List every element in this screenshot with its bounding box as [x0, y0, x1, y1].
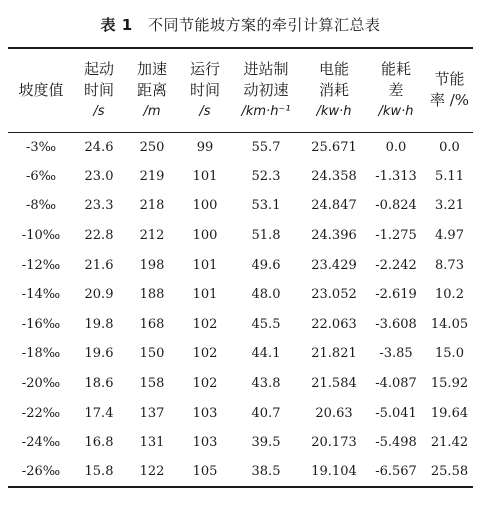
table-cell: -3.608	[375, 316, 417, 332]
table-number: 表 1	[100, 16, 133, 34]
column-unit: /kw·h	[316, 103, 352, 119]
table-title: 不同节能坡方案的牵引计算汇总表	[147, 16, 381, 34]
table-cell: 102	[192, 346, 218, 362]
table-cell: 24.358	[311, 168, 357, 184]
table-cell: 218	[139, 198, 165, 214]
table-cell: 24.396	[311, 228, 357, 244]
column-unit: /km·h⁻¹	[241, 103, 291, 119]
column-header	[230, 48, 302, 132]
table-cell: 40.7	[251, 405, 281, 421]
gradient-cell: -26‰	[21, 464, 61, 480]
table-cell: 21.584	[311, 376, 357, 392]
table-cell: 105	[192, 464, 218, 480]
column-header-line: 动初速	[243, 80, 289, 99]
table-cell: 16.8	[84, 435, 114, 451]
table-cell: 19.64	[430, 405, 469, 421]
column-header	[302, 48, 366, 132]
table-cell: 23.0	[84, 168, 114, 184]
table-cell: 45.5	[251, 316, 281, 332]
table-cell: 3.21	[435, 198, 464, 214]
table-cell: 23.3	[84, 198, 114, 214]
table-cell: 4.97	[435, 228, 464, 244]
table-cell: 55.7	[251, 139, 281, 155]
column-header-line: 距离	[136, 80, 167, 99]
gradient-cell: -6‰	[25, 168, 57, 184]
table-cell: 43.8	[251, 376, 281, 392]
table-cell: 24.847	[311, 198, 357, 214]
table-cell: 103	[192, 405, 218, 421]
table-cell: 21.6	[84, 257, 114, 273]
gradient-cell: -12‰	[21, 257, 61, 273]
table-row	[8, 310, 473, 340]
table-cell: 15.0	[435, 346, 464, 362]
column-header-line: 能耗	[380, 59, 411, 78]
table-cell: 23.429	[311, 257, 357, 273]
column-header	[426, 48, 473, 132]
table-cell: 101	[192, 168, 218, 184]
table-cell: -0.824	[375, 198, 417, 214]
table-cell: 15.8	[84, 464, 114, 480]
column-unit: /kw·h	[378, 103, 414, 119]
table-cell: 38.5	[251, 464, 281, 480]
table-cell: 99	[196, 139, 214, 155]
table-row	[8, 339, 473, 369]
column-header	[8, 48, 74, 132]
gradient-cell: -3‰	[25, 139, 57, 155]
table-cell: -1.313	[375, 168, 417, 184]
table-row	[8, 369, 473, 399]
table-row	[8, 428, 473, 458]
table-row	[8, 132, 473, 162]
table-cell: 102	[192, 316, 218, 332]
table-cell: 8.73	[435, 257, 464, 273]
table-cell: 250	[139, 139, 165, 155]
table-cell: 39.5	[251, 435, 281, 451]
table-cell: 100	[192, 228, 218, 244]
gradient-cell: -24‰	[21, 435, 61, 451]
table-cell: 20.173	[311, 435, 357, 451]
column-header-line: 坡度值	[18, 80, 64, 99]
column-header-line: 时间	[83, 80, 114, 99]
table-cell: -2.242	[375, 257, 417, 273]
table-cell: -1.275	[375, 228, 417, 244]
table-cell: -4.087	[375, 376, 417, 392]
table-cell: 17.4	[84, 405, 114, 421]
gradient-cell: -8‰	[25, 198, 57, 214]
table-cell: 212	[139, 228, 165, 244]
table-row	[8, 398, 473, 428]
table-cell: 188	[139, 287, 165, 303]
column-header	[366, 48, 426, 132]
table-cell: -5.041	[375, 405, 417, 421]
table-cell: 20.63	[315, 405, 353, 421]
table-cell: 48.0	[251, 287, 281, 303]
column-header-line: 消耗	[318, 80, 349, 99]
table-cell: 14.05	[430, 316, 469, 332]
table-cell: 103	[192, 435, 218, 451]
table-header	[8, 48, 473, 132]
traction-summary-table	[8, 47, 473, 488]
table-cell: 10.2	[435, 287, 464, 303]
column-unit: /m	[143, 103, 161, 119]
table-cell: 19.8	[84, 316, 114, 332]
column-unit: /s	[199, 103, 211, 119]
column-header-line: 运行	[189, 59, 220, 78]
table-cell: 219	[139, 168, 165, 184]
table-row	[8, 280, 473, 310]
column-header-line: 起动	[83, 59, 114, 78]
table-row	[8, 221, 473, 251]
table-cell: 19.104	[311, 464, 357, 480]
gradient-cell: -16‰	[21, 316, 61, 332]
table-cell: 168	[139, 316, 165, 332]
table-cell: 22.063	[311, 316, 357, 332]
table-cell: 5.11	[435, 168, 464, 184]
table-cell: 101	[192, 257, 218, 273]
column-unit: /s	[93, 103, 105, 119]
table-row	[8, 250, 473, 280]
table-cell: 198	[139, 257, 165, 273]
table-cell: -5.498	[375, 435, 417, 451]
column-header-line: 进站制	[243, 59, 289, 78]
table-cell: 24.6	[84, 139, 114, 155]
table-cell: 53.1	[251, 198, 281, 214]
table-caption	[0, 14, 481, 35]
table-cell: 25.58	[430, 464, 469, 480]
table-cell: 150	[139, 346, 165, 362]
table-cell: 21.821	[311, 346, 357, 362]
table-row	[8, 458, 473, 488]
table-cell: 51.8	[251, 228, 281, 244]
column-header-line: 电能	[318, 59, 349, 78]
gradient-cell: -14‰	[21, 287, 61, 303]
column-header-line: 时间	[189, 80, 220, 99]
table-cell: 52.3	[251, 168, 281, 184]
table-cell: 20.9	[84, 287, 114, 303]
gradient-cell: -18‰	[21, 346, 61, 362]
column-header-line: 加速	[136, 59, 167, 78]
gradient-cell: -20‰	[21, 376, 61, 392]
table-cell: 0.0	[385, 139, 407, 155]
table-cell: 101	[192, 287, 218, 303]
column-header-line: 率 /%	[429, 91, 470, 110]
column-header	[124, 48, 180, 132]
table-cell: 0.0	[439, 139, 460, 155]
table-cell: 49.6	[251, 257, 281, 273]
table-row	[8, 162, 473, 192]
table-cell: -6.567	[375, 464, 417, 480]
header-row	[8, 48, 473, 132]
table-cell: 22.8	[84, 228, 114, 244]
table-cell: 21.42	[430, 435, 469, 451]
table-cell: 25.671	[311, 139, 357, 155]
table-cell: 100	[192, 198, 218, 214]
table-cell: 19.6	[84, 346, 114, 362]
table-cell: 44.1	[251, 346, 281, 362]
table-cell: 122	[139, 464, 165, 480]
column-header	[74, 48, 124, 132]
table-cell: 102	[192, 376, 218, 392]
column-header-line: 节能	[434, 70, 465, 89]
table-cell: -2.619	[375, 287, 417, 303]
column-header	[180, 48, 230, 132]
table-cell: 15.92	[430, 376, 469, 392]
table-body	[8, 132, 473, 487]
gradient-cell: -22‰	[21, 405, 61, 421]
table-cell: 131	[139, 435, 165, 451]
column-header-line: 差	[388, 80, 404, 99]
table-cell: -3.85	[379, 346, 413, 362]
table-cell: 137	[139, 405, 165, 421]
gradient-cell: -10‰	[21, 228, 61, 244]
table-cell: 158	[139, 376, 165, 392]
table-cell: 18.6	[84, 376, 114, 392]
table-cell: 23.052	[311, 287, 357, 303]
table-row	[8, 191, 473, 221]
